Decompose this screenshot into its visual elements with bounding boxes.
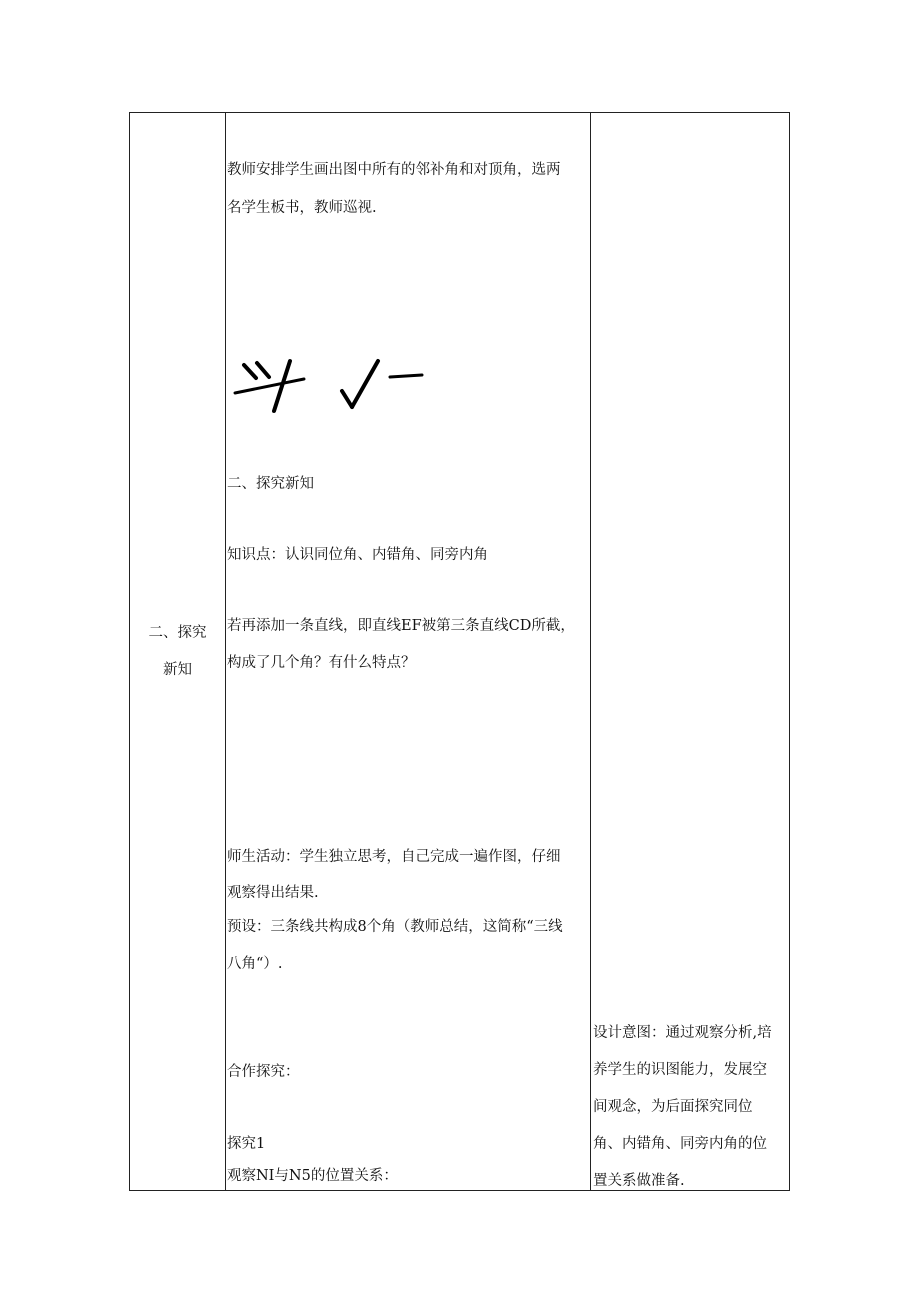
knowledge-point: 知识点：认识同位角、内错角、同旁内角 [227, 547, 488, 563]
question-line1: 若再添加一条直线，即直线EF被第三条直线CD所截， [227, 618, 575, 634]
note-line4: 角、内错角、同旁内角的位 [593, 1136, 767, 1152]
note-line5: 置关系做准备. [593, 1173, 685, 1189]
activity-line1: 师生活动：学生独立思考，自己完成一遍作图，仔细 [227, 849, 561, 865]
column-divider-2 [590, 113, 591, 1190]
sketch-dash [390, 375, 422, 377]
note-line2: 养学生的识图能力，发展空 [593, 1062, 767, 1078]
design-intent-note [593, 1023, 789, 1208]
preset-line2: 八角“）. [227, 956, 283, 972]
cooperative-exploration: 合作探究： [227, 1064, 300, 1080]
paragraph-1-line2: 名学生板书，教师巡视. [227, 200, 377, 216]
sketch-stroke-3 [235, 379, 304, 393]
column-divider-1 [225, 113, 226, 1190]
exploration-1: 探究1 [227, 1136, 266, 1152]
sketch-check-right [352, 361, 378, 407]
angle-sketch-figure [230, 347, 450, 427]
stage-label-line2: 新知 [163, 662, 192, 678]
preset-line1: 预设：三条线共构成8个角（教师总结，这简称“三线 [227, 919, 563, 935]
note-line1: 设计意图：通过观察分析,培 [593, 1025, 772, 1041]
note-line3: 间观念，为后面探究同位 [593, 1099, 753, 1115]
sketch-check-left [342, 391, 352, 407]
stage-label-line1: 二、探究 [148, 625, 207, 641]
sketch-stroke-1 [244, 365, 256, 378]
lesson-table [129, 112, 790, 1191]
sketch-stroke-2 [257, 363, 269, 377]
section-title: 二、探究新知 [227, 476, 314, 492]
question-line2: 构成了几个角？有什么特点？ [227, 655, 416, 671]
activity-line2: 观察得出结果. [227, 885, 319, 901]
observe-question: 观察NI与N5的位置关系： [227, 1168, 398, 1184]
paragraph-1-line1: 教师安排学生画出图中所有的邻补角和对顶角，选两 [227, 162, 561, 178]
